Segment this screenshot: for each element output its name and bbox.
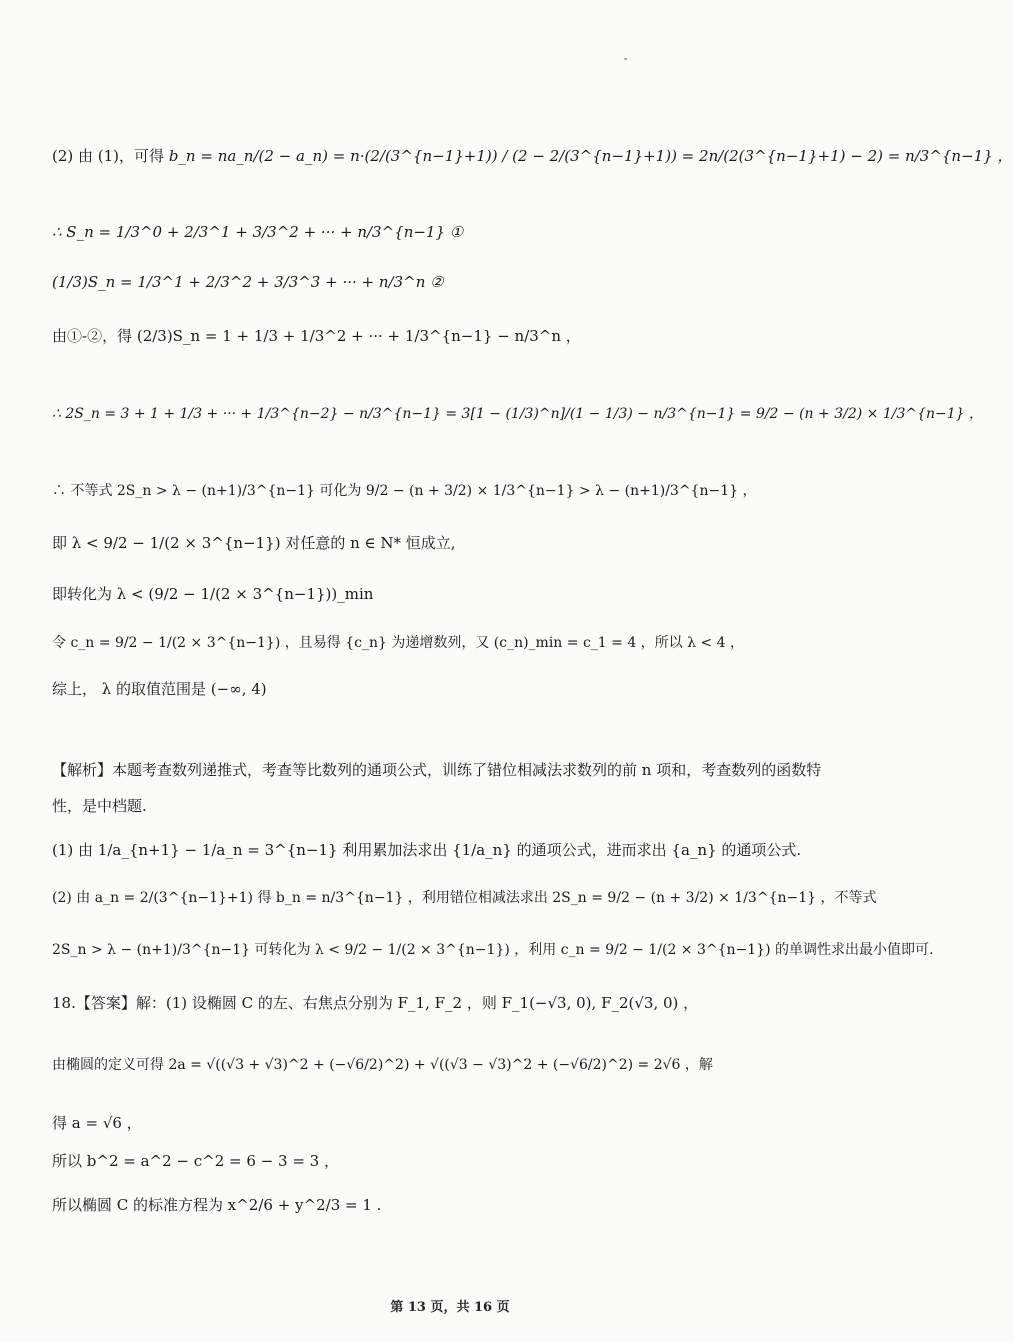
lambda-line: 即 λ < 9/2 − 1/(2 × 3^{n−1}) 对任意的 n ∈ N* 恒成立,	[52, 534, 456, 552]
analysis-part-1: (1) 由 1/a_{n+1} − 1/a_n = 3^{n−1} 利用累加法求出 {1/a_n} 的通项公式，进而求出 {a_n} 的通项公式.	[52, 841, 802, 859]
cn-line: 令 c_n = 9/2 − 1/(2 × 3^{n−1}) ，且易得 {c_n} 为递增数列，又 (c_n)_min = c_1 = 4 ，所以 λ < 4 ，	[52, 635, 744, 651]
b-value-line: 所以 b^2 = a^2 − c^2 = 6 − 3 = 3 ，	[52, 1152, 339, 1170]
scan-speck	[624, 58, 627, 60]
bn-formula: b_n = na_n/(2 − a_n) = n·(2/(3^{n−1}+1)) / (2 − 2/(3^{n−1}+1)) = 2n/(2(3^{n−1}+1) − 2) = n/3^{n−1} ，	[168, 147, 1013, 165]
analysis-part-2a: (2) 由 a_n = 2/(3^{n−1}+1) 得 b_n = n/3^{n−1} ，利用错位相减法求出 2S_n = 9/2 − (n + 3/2) × 1/3^{n−1} ，不等式	[52, 890, 877, 906]
subtract-line: 由①-②，得 (2/3)S_n = 1 + 1/3 + 1/3^2 + ··· + 1/3^{n−1} − n/3^n ，	[52, 327, 581, 345]
page-footer: 第 13 页，共 16 页	[390, 1300, 510, 1315]
analysis-paragraph: 【解析】本题考查数列递推式，考查等比数列的通项公式，训练了错位相减法求数列的前 n 项和，考查数列的函数特性，是中档题.	[52, 761, 822, 815]
q18-line: 18.【答案】解：(1) 设椭圆 C 的左、右焦点分别为 F_1, F_2 ，则 F_1(−√3, 0), F_2(√3, 0) ，	[52, 994, 699, 1012]
ellipse-definition: 由椭圆的定义可得 2a = √((√3 + √3)^2 + (−√6/2)^2) + √((√3 − √3)^2 + (−√6/2)^2) = 2√6 ，解	[52, 1057, 713, 1073]
analysis-part-2b: 2S_n > λ − (n+1)/3^{n−1} 可转化为 λ < 9/2 − 1/(2 × 3^{n−1}) ，利用 c_n = 9/2 − 1/(2 × 3^{n−1}) 的单调性求出最小值即可.	[52, 942, 934, 958]
part2-label: (2) 由 (1)，可得	[52, 147, 165, 165]
summary-line: 综上， λ 的取值范围是 (−∞, 4)	[52, 680, 267, 698]
standard-equation-line: 所以椭圆 C 的标准方程为 x^2/6 + y^2/3 = 1 .	[52, 1196, 382, 1214]
inequality-line: ∴ 不等式 2S_n > λ − (n+1)/3^{n−1} 可化为 9/2 − (n + 3/2) × 1/3^{n−1} > λ − (n+1)/3^{n−1} ，	[52, 483, 757, 499]
convert-line: 即转化为 λ < (9/2 − 1/(2 × 3^{n−1}))_min	[52, 585, 374, 603]
two-sn-line: ∴ 2S_n = 3 + 1 + 1/3 + ··· + 1/3^{n−2} − n/3^{n−1} = 3[1 − (1/3)^n]/(1 − 1/3) − n/3^{n−1} = 9/2 − (n + 3/2) × 1/3^{n−1} ，	[52, 406, 984, 422]
a-value-line: 得 a = √6 ，	[52, 1114, 142, 1132]
part2-line	[52, 146, 1013, 166]
sn-equation-1: ∴ S_n = 1/3^0 + 2/3^1 + 3/3^2 + ··· + n/3^{n−1} ①	[52, 223, 464, 241]
sn-equation-2: (1/3)S_n = 1/3^1 + 2/3^2 + 3/3^3 + ··· + n/3^n ②	[52, 273, 444, 291]
